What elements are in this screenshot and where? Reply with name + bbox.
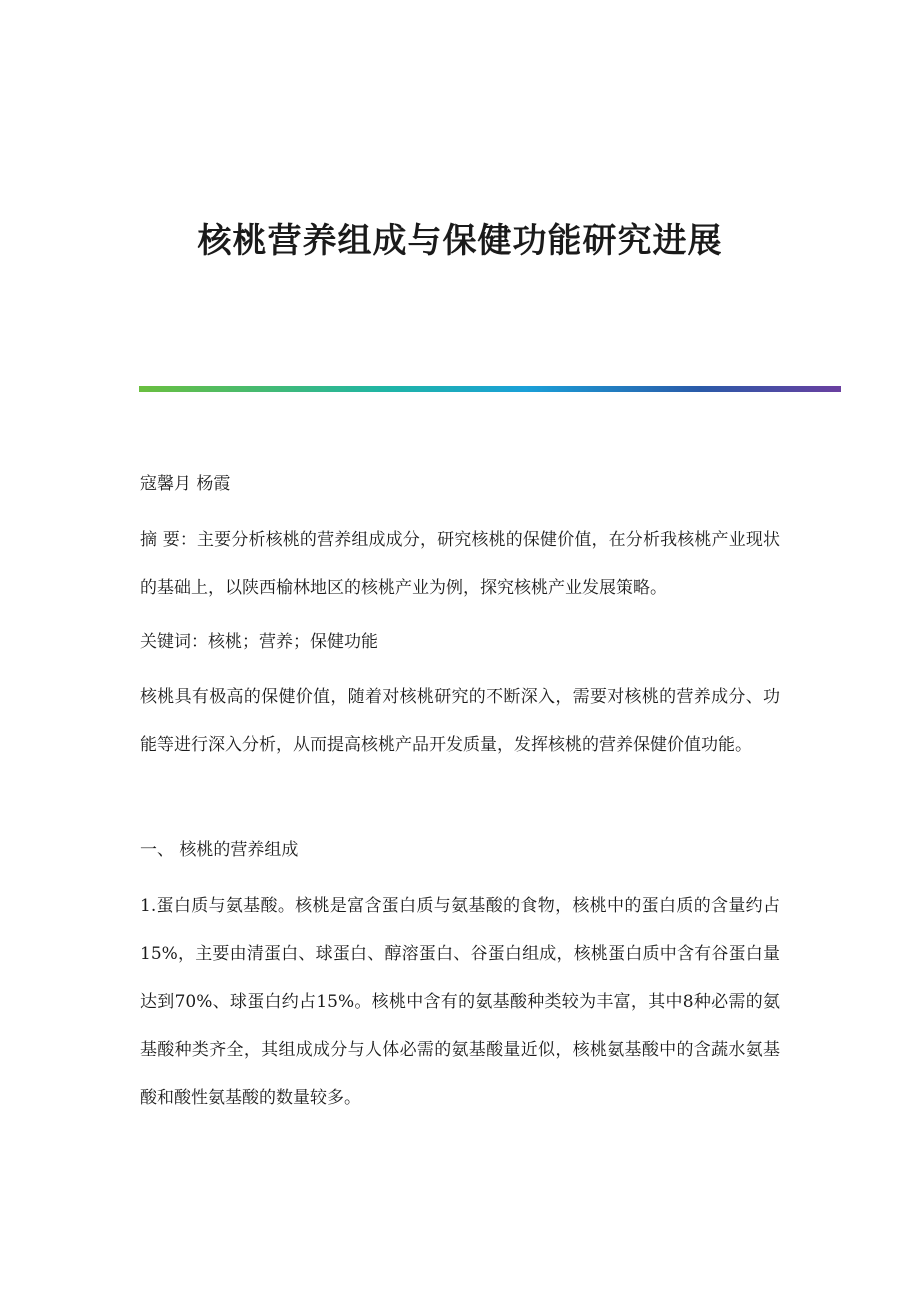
abstract-text: 主要分析核桃的营养组成成分，研究核桃的保健价值，在分析我核桃产业现状的基础上，以陕西榆林地区的核桃产业为例，探究核桃产业发展策略。 bbox=[140, 530, 781, 598]
keywords-label: 关键词： bbox=[140, 632, 208, 652]
abstract-label: 摘 要： bbox=[140, 530, 198, 550]
document-title: 核桃营养组成与保健功能研究进展 bbox=[197, 221, 723, 261]
intro-paragraph: 核桃具有极高的保健价值，随着对核桃研究的不断深入，需要对核桃的营养成分、功能等进行深入分析，从而提高核桃产品开发质量，发挥核桃的营养保健价值功能。 bbox=[140, 687, 780, 755]
section-heading: 一、 核桃的营养组成 bbox=[140, 840, 299, 860]
author-line: 寇馨月 杨霞 bbox=[140, 474, 231, 494]
abstract-paragraph bbox=[140, 516, 780, 612]
keywords-text: 核桃；营养；保健功能 bbox=[208, 632, 378, 652]
protein-paragraph: 1.蛋白质与氨基酸。核桃是富含蛋白质与氨基酸的食物，核桃中的蛋白质的含量约占15%，主要由清蛋白、球蛋白、醇溶蛋白、谷蛋白组成，核桃蛋白质中含有谷蛋白量达到70%、球蛋白约占15%。核桃中含有的氨基酸种类较为丰富，其中8种必需的氨基酸种类齐全，其组成成分与人体必需的氨基酸量近似，核桃氨基酸中的含蔬水氨基酸和酸性氨基酸的数量较多。 bbox=[140, 896, 780, 1108]
gradient-divider bbox=[139, 386, 841, 392]
keywords-line bbox=[140, 618, 780, 666]
